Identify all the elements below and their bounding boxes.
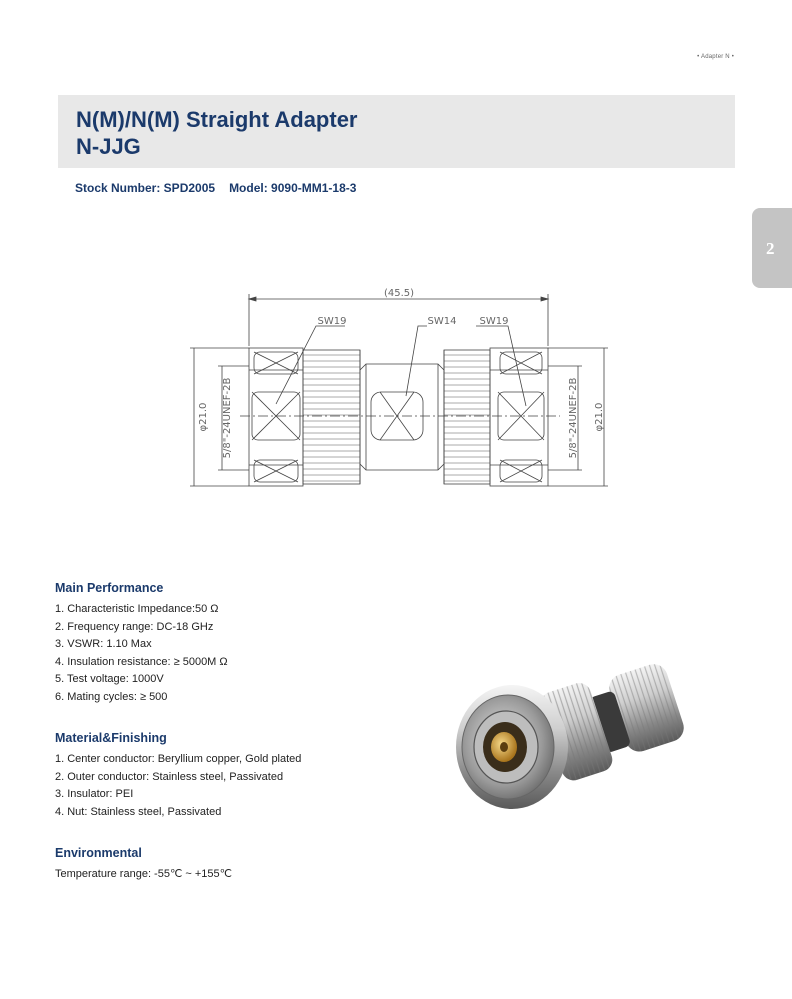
running-head: • Adapter N • xyxy=(697,54,734,60)
page-number: 2 xyxy=(766,239,775,258)
environmental-heading: Environmental xyxy=(55,846,142,860)
list-item: 5. Test voltage: 1000V xyxy=(55,673,164,685)
page-title xyxy=(76,106,358,160)
environmental-list xyxy=(55,866,232,884)
overall-length-label: (45.5) xyxy=(383,288,415,299)
thread-label-right: 5/8"-24UNEF-2B xyxy=(568,377,579,459)
list-item: 4. Nut: Stainless steel, Passivated xyxy=(55,805,222,818)
sw-label-right: SW19 xyxy=(479,316,509,327)
list-item: 4. Insulation resistance: ≥ 5000M Ω xyxy=(55,655,228,668)
thread-label-left: 5/8"-24UNEF-2B xyxy=(222,377,233,459)
list-item: 3. VSWR: 1.10 Max xyxy=(55,638,152,650)
list-item: Temperature range: -55℃ ~ +155℃ xyxy=(55,868,232,880)
stock-number: Stock Number: SPD2005 xyxy=(75,181,216,195)
material-finishing-section xyxy=(55,731,301,821)
technical-drawing xyxy=(180,280,620,500)
list-item: 3. Insulator: PEI xyxy=(55,788,134,800)
list-item: 2. Frequency range: DC-18 GHz xyxy=(55,620,214,633)
sw-label-center: SW14 xyxy=(427,316,457,327)
diameter-label-left: φ21.0 xyxy=(198,402,209,432)
sw-label-left: SW19 xyxy=(317,316,347,327)
title-band xyxy=(58,95,735,168)
list-item: 1. Center conductor: Beryllium copper, Gold plated xyxy=(55,753,302,765)
page-title-line1: N(M)/N(M) Straight Adapter xyxy=(76,107,358,132)
material-finishing-list xyxy=(55,751,301,821)
main-performance-list xyxy=(55,601,228,706)
list-item: 1. Characteristic Impedance:50 Ω xyxy=(55,603,219,615)
material-finishing-heading: Material&Finishing xyxy=(55,731,167,745)
model-number: Model: 9090-MM1-18-3 xyxy=(229,181,357,195)
environmental-section xyxy=(55,846,232,884)
page-title-line2: N-JJG xyxy=(76,134,141,159)
list-item: 6. Mating cycles: ≥ 500 xyxy=(55,690,168,703)
main-performance-section xyxy=(55,581,228,706)
stock-line xyxy=(75,181,356,195)
diameter-label-right: φ21.0 xyxy=(594,402,605,432)
list-item: 2. Outer conductor: Stainless steel, Passivated xyxy=(55,770,284,783)
page-tab xyxy=(752,208,792,288)
product-photo xyxy=(450,655,700,825)
main-performance-heading: Main Performance xyxy=(55,581,164,595)
